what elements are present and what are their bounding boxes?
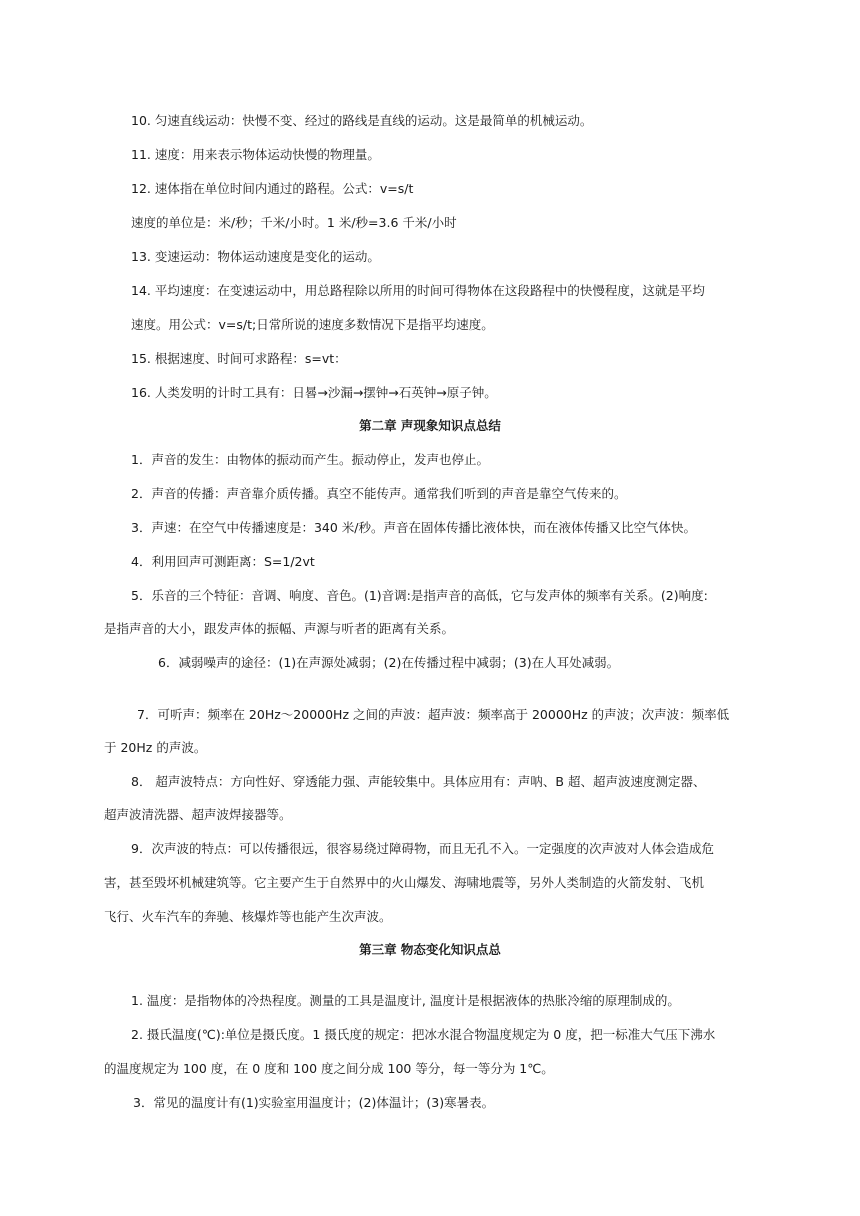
- chapter-2-title: 第二章 声现象知识点总结: [359, 418, 501, 433]
- ch2-item-3: 3．声速：在空气中传播速度是：340 米/秒。声音在固体传播比液体快，而在液体传播又比空气体快。: [131, 520, 696, 535]
- ch2-item-5-line-2: 是指声音的大小，跟发声体的振幅、声源与听者的距离有关系。: [104, 621, 455, 636]
- chapter-3-title: 第三章 物态变化知识点总: [359, 942, 501, 957]
- ch2-item-8-line-1: 8． 超声波特点：方向性好、穿透能力强、声能较集中。具体应用有：声呐、B 超、超声波速度测定器、: [131, 774, 706, 789]
- ch2-item-5-line-1: 5．乐音的三个特征：音调、响度、音色。(1)音调:是指声音的高低，它与发声体的频率有关系。(2)响度:: [131, 588, 708, 603]
- item-14-line-2: 速度。用公式：v=s/t;日常所说的速度多数情况下是指平均速度。: [131, 317, 494, 332]
- ch2-item-9-line-1: 9．次声波的特点：可以传播很远，很容易绕过障碍物，而且无孔不入。一定强度的次声波对人体会造成危: [131, 841, 714, 856]
- ch2-item-9-line-3: 飞行、火车汽车的奔驰、核爆炸等也能产生次声波。: [104, 909, 392, 924]
- ch2-item-4: 4．利用回声可测距离：S=1/2vt: [131, 554, 315, 569]
- ch2-item-7-line-1: 7．可听声：频率在 20Hz～20000Hz 之间的声波：超声波：频率高于 20000Hz 的声波；次声波：频率低: [137, 707, 730, 722]
- ch2-item-9-line-2: 害，甚至毁坏机械建筑等。它主要产生于自然界中的火山爆发、海啸地震等，另外人类制造的火箭发射、飞机: [104, 875, 705, 890]
- ch3-item-2-line-2: 的温度规定为 100 度，在 0 度和 100 度之间分成 100 等分，每一等分为 1℃。: [104, 1061, 554, 1076]
- item-13: 13. 变速运动：物体运动速度是变化的运动。: [131, 249, 380, 264]
- item-10: 10. 匀速直线运动：快慢不变、经过的路线是直线的运动。这是最简单的机械运动。: [131, 113, 593, 128]
- ch2-item-8-line-2: 超声波清洗器、超声波焊接器等。: [104, 807, 292, 822]
- ch2-item-2: 2．声音的传播：声音靠介质传播。真空不能传声。通常我们听到的声音是靠空气传来的。: [131, 486, 627, 501]
- item-12-units: 速度的单位是：米/秒；千米/小时。1 米/秒=3.6 千米/小时: [131, 215, 457, 230]
- ch2-item-6: 6．减弱噪声的途径：(1)在声源处减弱；(2)在传播过程中减弱；(3)在人耳处减弱。: [158, 655, 620, 670]
- ch2-item-1: 1．声音的发生：由物体的振动而产生。振动停止，发声也停止。: [131, 452, 489, 467]
- ch3-item-3: 3．常见的温度计有(1)实验室用温度计；(2)体温计；(3)寒暑表。: [133, 1095, 495, 1110]
- item-16: 16. 人类发明的计时工具有：日晷→沙漏→摆钟→石英钟→原子钟。: [131, 385, 497, 400]
- ch3-item-2-line-1: 2. 摄氏温度(℃):单位是摄氏度。1 摄氏度的规定：把冰水混合物温度规定为 0 度，把一标准大气压下沸水: [131, 1027, 716, 1042]
- ch3-item-1: 1. 温度：是指物体的冷热程度。测量的工具是温度计, 温度计是根据液体的热胀冷缩的原理制成的。: [131, 993, 680, 1008]
- item-11: 11. 速度：用来表示物体运动快慢的物理量。: [131, 147, 380, 162]
- ch2-item-7-line-2: 于 20Hz 的声波。: [104, 740, 207, 755]
- item-14-line-1: 14. 平均速度：在变速运动中，用总路程除以所用的时间可得物体在这段路程中的快慢程度，这就是平均: [131, 283, 705, 298]
- item-15: 15. 根据速度、时间可求路程：s=vt：: [131, 351, 347, 366]
- item-12: 12. 速体指在单位时间内通过的路程。公式：v=s/t: [131, 181, 414, 196]
